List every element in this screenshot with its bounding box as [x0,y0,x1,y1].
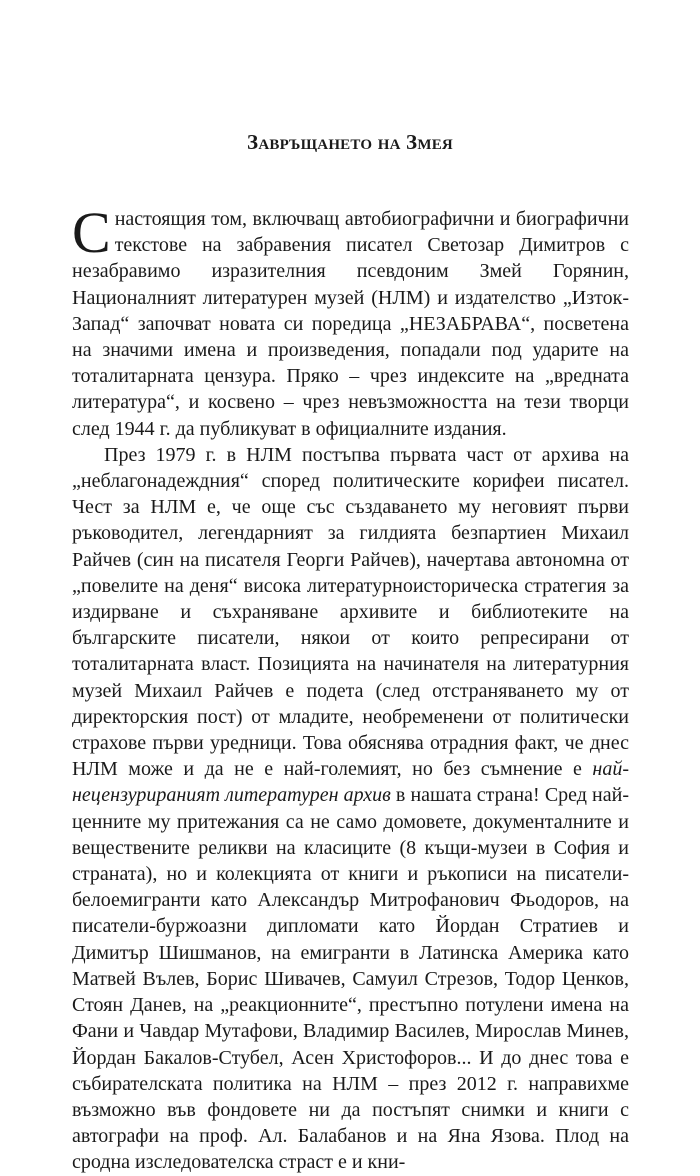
paragraph-2-text-before: През 1979 г. в НЛМ постъпва първата част от архива на „неблагонадеждния“ според политическите корифеи писател. Чест за НЛМ е, че още със създаването му неговият първи ръководител, легендарният за гилдията безпартиен Михаил Райчев (син на писателя Георги Райчев), начертава автономна от „повелите на деня“ висока литературноисторическа стратегия за издирване и съхраняване архивите и библиотеките на българските писатели, някои от които репресирани от тоталитарната власт. Позицията на начинателя на литературния музей Михаил Райчев е подета (след отстраняването му от директорския пост) от младите, необременени от политически страхове първи уредници. Това обяснява отрадния факт, че днес НЛМ може и да не е най-големият, но без съмнение е [72,443,629,781]
drop-cap: С [72,200,111,265]
paragraph-1 [72,200,629,442]
body-text [72,200,629,1176]
paragraph-2-italic-phrase: най-нецензурираният литературен архив [72,758,629,807]
paragraph-1-text: настоящия том, включващ автобиографични и биографични текстове на забравения писател Светозар Димитров с незабравимо изразителния псевдоним Змей Горянин, Националният литературен музей (НЛМ) и издателство „Изток-Запад“ започват новата си поредица „НЕЗАБРАВА“, посветена на значими имена и произведения, попадали под ударите на тоталитарната цензура. Пряко – чрез индексите на „вредната литература“, и косвено – чрез невъзможността на тези творци след 1944 г. да публикуват в официалните издания. [72,208,629,440]
paragraph-2-text-after: в нашата страна! Сред най-ценните му притежания са не само домовете, документалните и веществените реликви на класиците (8 къщи-музеи в София и страната), но и колекцията от книги и ръкописи на писатели-белоемигранти като Александър Митрофанович Фьодоров, на писатели-буржоазни дипломати като Йордан Стратиев и Димитър Шишманов, на емигранти в Латинска Америка като Матвей Вълев, Борис Шивачев, Самуил Стрезов, Тодор Ценков, Стоян Данев, на „реакционните“, престъпно потулени имена на Фани и Чавдар Мутафови, Владимир Василев, Мирослав Минев, Йордан Бакалов-Стубел, Асен Христофоров... И до днес това е събирателската политика на НЛМ – през 2012 г. направихме възможно във фондовете ни да постъпят снимки и книги с автографи на проф. Ал. Балабанов и на Яна Язова. Плод на сродна изследователска страст е и кни- [72,784,629,1174]
paragraph-2 [72,442,629,1176]
chapter-title: Завръщането на Змея [247,130,453,154]
